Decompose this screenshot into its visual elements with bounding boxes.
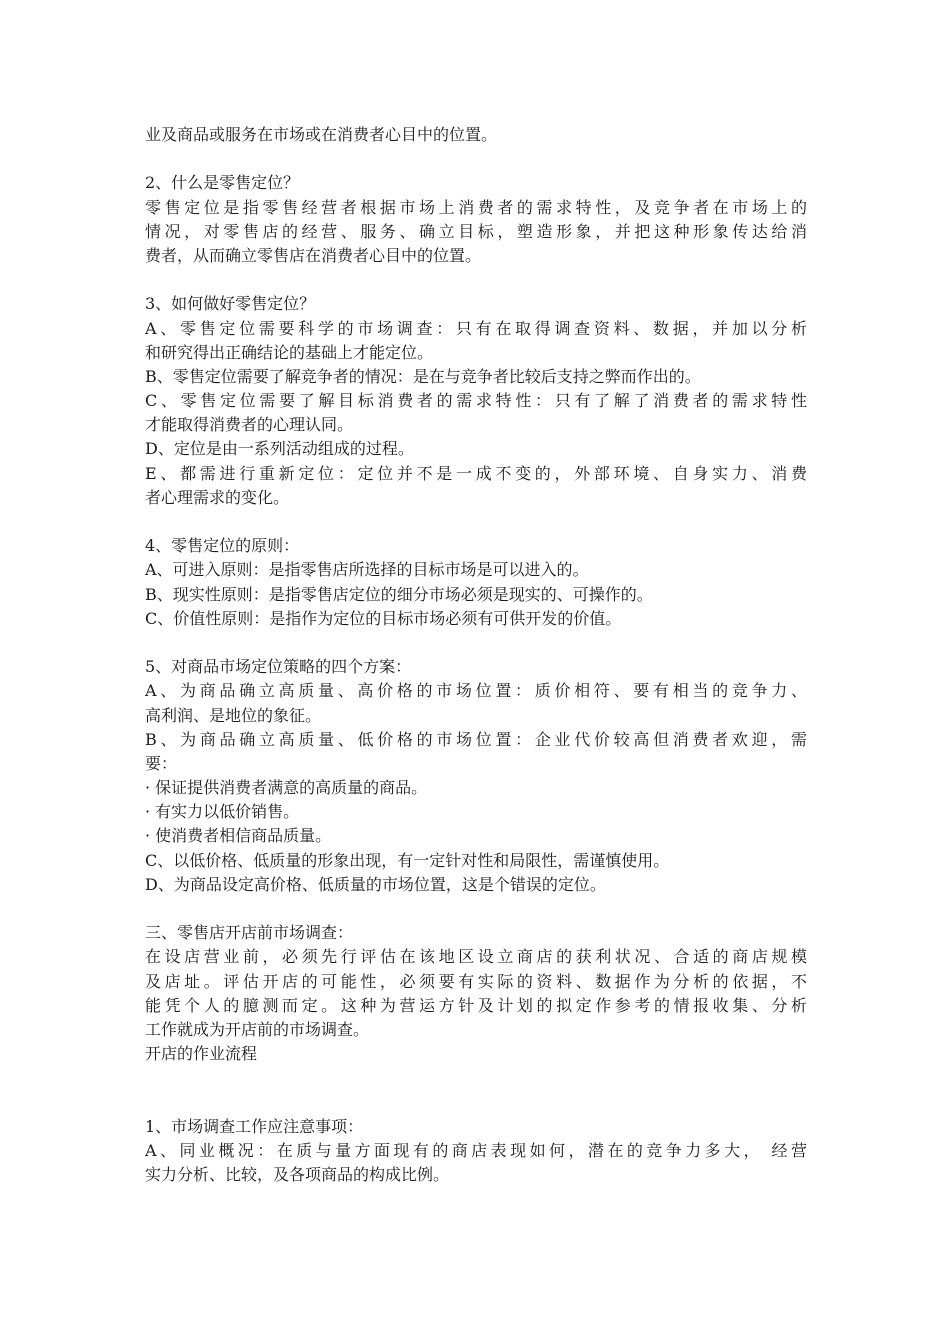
text-line: 1、市场调查工作应注意事项：	[145, 1116, 364, 1136]
text-line: C、以低价格、低质量的形象出现，有一定针对性和局限性，需谨慎使用。	[145, 850, 670, 870]
text-line: 4、零售定位的原则：	[145, 536, 300, 556]
blank-line	[145, 897, 807, 921]
text-line: B、为商品确立高质量、低价格的市场位置：企业代价较高但消费者欢迎，需	[145, 729, 807, 749]
text-line: 三、零售店开店前市场调查：	[145, 923, 354, 943]
text-line: · 保证提供消费者满意的高质量的商品。	[145, 778, 428, 798]
text-line: 情况，对零售店的经营、服务、确立目标，塑造形象，并把这种形象传达给消	[145, 221, 807, 241]
text-line: D、定位是由一系列活动组成的过程。	[145, 439, 414, 459]
text-line: 5、对商品市场定位策略的四个方案：	[145, 657, 412, 677]
text-line: C、价值性原则：是指作为定位的目标市场必须有可供开发的价值。	[145, 608, 622, 628]
text-line: 3、如何做好零售定位？	[145, 294, 316, 314]
text-line: 实力分析、比较，及各项商品的构成比例。	[145, 1165, 450, 1185]
blank-line	[145, 147, 807, 171]
text-line: · 使消费者相信商品质量。	[145, 826, 332, 846]
document-page	[145, 123, 807, 1187]
text-line: D、为商品设定高价格、低质量的市场位置，这是个错误的定位。	[145, 874, 606, 894]
text-line: 高利润、是地位的象征。	[145, 705, 322, 725]
text-line: 零售定位是指零售经营者根据市场上消费者的需求特性，及竞争者在市场上的	[145, 197, 807, 217]
text-line: 才能取得消费者的心理认同。	[145, 415, 354, 435]
blank-line	[145, 631, 807, 655]
text-line: 在设店营业前，必须先行评估在该地区设立商店的获利状况、合适的商店规模	[145, 947, 807, 967]
text-line: 开店的作业流程	[145, 1044, 258, 1064]
text-line: A、零售定位需要科学的市场调查：只有在取得调查资料、数据，并加以分析	[145, 318, 807, 338]
text-line: A、可进入原则：是指零售店所选择的目标市场是可以进入的。	[145, 560, 589, 580]
blank-line	[145, 268, 807, 292]
text-line: 及店址。评估开店的可能性，必须要有实际的资料、数据作为分析的依据，不	[145, 971, 807, 991]
text-line: 2、什么是零售定位？	[145, 173, 300, 193]
text-line: C、零售定位需要了解目标消费者的需求特性：只有了解了消费者的需求特性	[145, 391, 807, 411]
text-line: 和研究得出正确结论的基础上才能定位。	[145, 342, 434, 362]
text-line: · 有实力以低价销售。	[145, 802, 300, 822]
text-line: E、都需进行重新定位：定位并不是一成不变的，外部环境、自身实力、消费	[145, 463, 807, 483]
blank-line	[145, 1066, 807, 1090]
text-line: 费者，从而确立零售店在消费者心目中的位置。	[145, 245, 482, 265]
text-line: 能凭个人的臆测而定。这种为营运方针及计划的拟定作参考的情报收集、分析	[145, 995, 807, 1015]
text-line: B、零售定位需要了解竞争者的情况：是在与竞争者比较后支持之弊而作出的。	[145, 366, 701, 386]
text-line: A、为商品确立高质量、高价格的市场位置：质价相符、要有相当的竞争力、	[145, 681, 807, 701]
text-line: 要：	[145, 753, 178, 773]
text-line: B、现实性原则：是指零售店定位的细分市场必须是现实的、可操作的。	[145, 584, 653, 604]
text-line: 者心理需求的变化。	[145, 487, 290, 507]
text-line: 工作就成为开店前的市场调查。	[145, 1019, 370, 1039]
text-line: 业及商品或服务在市场或在消费者心目中的位置。	[145, 125, 498, 144]
text-line: A、同业概况：在质与量方面现有的商店表现如何，潜在的竞争力多大， 经营	[145, 1140, 807, 1160]
blank-line	[145, 1091, 807, 1115]
blank-line	[145, 510, 807, 534]
